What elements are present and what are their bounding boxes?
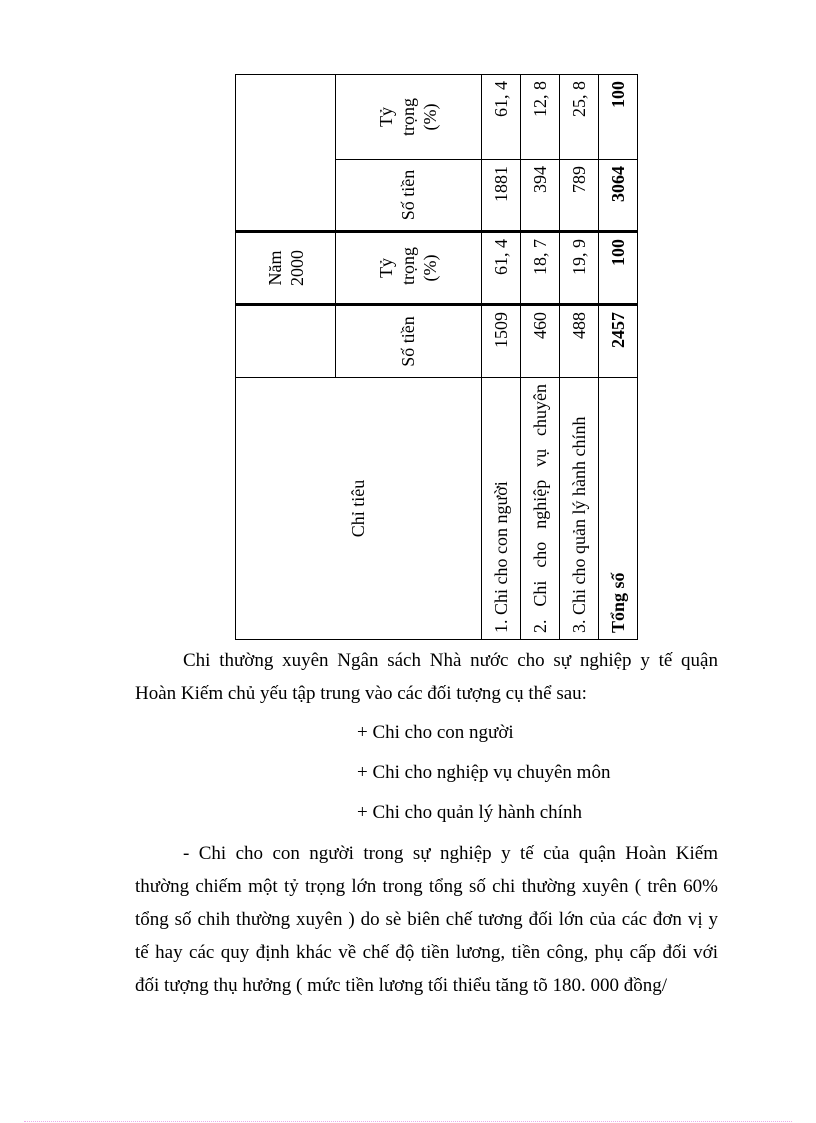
cell-share-2: 100: [598, 75, 637, 160]
header-indicator: Chỉ tiêu: [236, 378, 482, 640]
text-line: Chi thường xuyên Ngân sách Nhà nước cho sự nghiệp y tế quận: [183, 650, 718, 671]
table-row: [559, 75, 598, 640]
cell-share: 18, 7: [520, 232, 559, 305]
list-item: + Chi cho quản lý hành chính: [357, 802, 582, 823]
text-line: đối tượng thụ hưởng ( mức tiền lương tối thiểu tăng tõ 180. 000 đồng/: [135, 975, 668, 996]
cell-share: 19, 9: [559, 232, 598, 305]
text-line: tế hay các quy định khác về chế độ tiền lương, tiền công, phụ cấp đối với: [135, 942, 718, 963]
row-label: 1. Chi cho con người: [481, 378, 520, 640]
header-amount: Số tiền: [336, 305, 481, 378]
text-line: thường chiếm một tỷ trọng lớn trong tổng số chi thường xuyên ( trên 60%: [135, 876, 718, 897]
list-item: + Chi cho con người: [357, 722, 514, 743]
cell-amount-2: 789: [559, 160, 598, 232]
expenditure-table: [235, 74, 638, 640]
row-label: 2. Chi cho nghiệp vụ chuyên: [520, 378, 559, 640]
header-share: Tỷ trọng (%): [336, 232, 481, 305]
text-line: - Chi cho con người trong sự nghiệp y tế của quận Hoàn Kiếm: [183, 843, 718, 864]
cell-share: 61, 4: [481, 232, 520, 305]
cell-share: 100: [598, 232, 637, 305]
header-amount-2: Số tiền: [336, 160, 481, 232]
list-item: + Chi cho nghiệp vụ chuyên môn: [357, 762, 611, 783]
table-row: [481, 75, 520, 640]
cell-amount: 488: [559, 305, 598, 378]
cell-share-2: 12, 8: [520, 75, 559, 160]
cell-amount: 460: [520, 305, 559, 378]
cell-share-2: 25, 8: [559, 75, 598, 160]
cell-amount-2: 394: [520, 160, 559, 232]
cell-amount: 1509: [481, 305, 520, 378]
cell-amount-2: 3064: [598, 160, 637, 232]
row-label: 3. Chi cho quản lý hành chính: [559, 378, 598, 640]
header-empty-2: [236, 75, 336, 232]
rotated-table-container: [235, 75, 638, 640]
header-empty: [236, 305, 336, 378]
header-share-2: Tỷ trọng (%): [336, 75, 481, 160]
header-year-group: Năm 2000: [236, 232, 336, 305]
cell-share-2: 61, 4: [481, 75, 520, 160]
row-label: Tổng số: [598, 378, 637, 640]
table-row-total: [598, 75, 637, 640]
text-line: tổng số chih thường xuyên ) do sè biên chế tương đối lớn của các đơn vị y: [135, 909, 718, 930]
cell-amount-2: 1881: [481, 160, 520, 232]
table-row: [520, 75, 559, 640]
page-boundary-divider: [24, 1121, 792, 1122]
cell-amount: 2457: [598, 305, 637, 378]
text-line: Hoàn Kiếm chủ yếu tập trung vào các đối tượng cụ thể sau:: [135, 683, 587, 704]
